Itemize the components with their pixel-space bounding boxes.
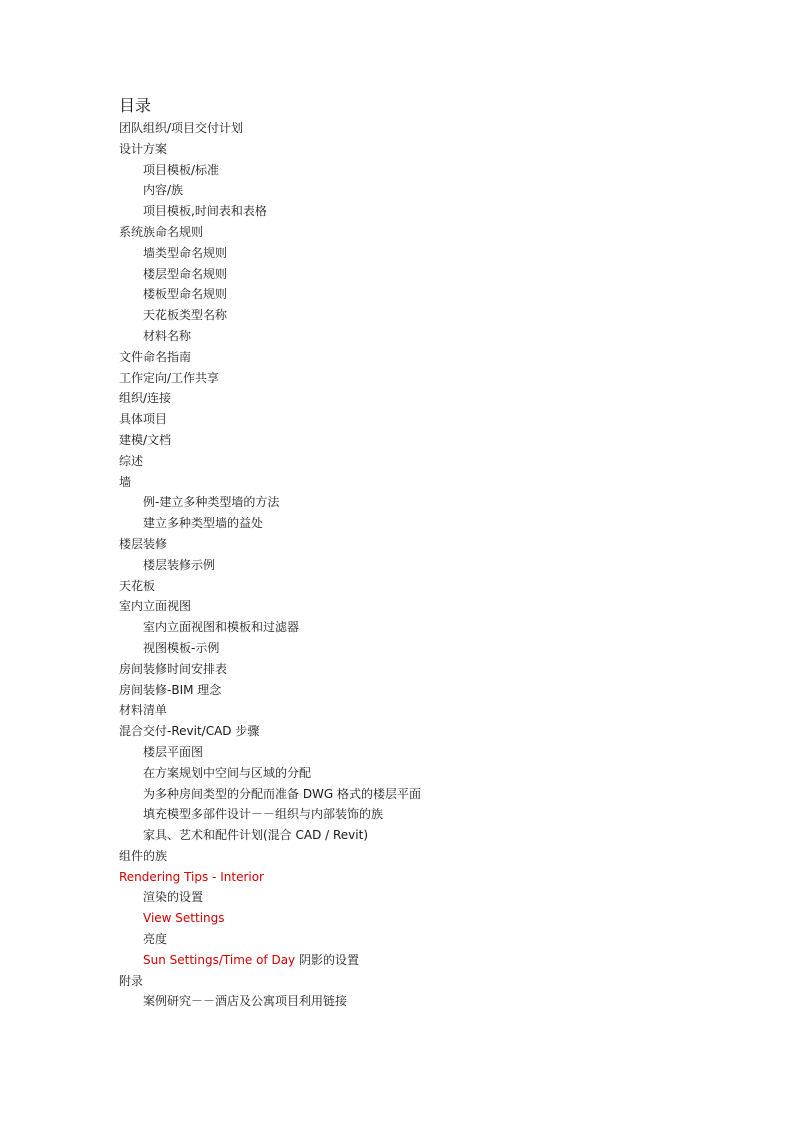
toc-entry (119, 971, 421, 992)
toc-entry (119, 451, 421, 472)
toc-entry-text: Rendering Tips - Interior (119, 869, 264, 884)
toc-entry-text: 设计方案 (119, 141, 168, 156)
toc-entry-text: 渲染的设置 (143, 890, 204, 905)
toc-entry-text: 亮度 (143, 932, 168, 947)
toc-subentry (119, 555, 421, 576)
toc-entry-text: View Settings (143, 911, 225, 926)
toc-entry-text: Sun Settings/Time of Day (143, 952, 296, 967)
toc-entry-text: 墙 (119, 474, 132, 489)
toc-entry (119, 368, 421, 389)
toc-subentry (119, 742, 421, 763)
toc-entry-text: 建立多种类型墙的益处 (143, 516, 264, 531)
toc-subentry (119, 763, 421, 784)
toc-subentry (119, 284, 421, 305)
toc-entry-text: 房间装修-BIM 理念 (119, 682, 222, 697)
toc-entry-text: 具体项目 (119, 412, 168, 427)
toc-subentry (119, 243, 421, 264)
toc-entry-text: 房间装修时间安排表 (119, 661, 228, 676)
toc-subentry (119, 305, 421, 326)
toc-entry (119, 867, 421, 888)
toc-subentry (119, 929, 421, 950)
toc-entry-text: 附录 (119, 973, 144, 988)
toc-entry-text: 室内立面视图 (119, 599, 192, 614)
toc-entry-suffix: 阴影的设置 (295, 952, 359, 967)
toc-entry (119, 430, 421, 451)
toc-subentry (119, 908, 421, 929)
toc-entry (119, 347, 421, 368)
toc-entry (119, 659, 421, 680)
toc-entry-text: 团队组织/项目交付计划 (119, 121, 244, 135)
toc-entry-text: 室内立面视图和模板和过滤器 (143, 620, 300, 635)
toc-entry-text: 例-建立多种类型墙的方法 (143, 495, 280, 510)
toc-entry-text: 楼层平面图 (143, 744, 204, 759)
toc-entry-text: 家具、艺术和配件计划(混合 CAD / Revit) (143, 828, 369, 843)
toc-entry-text: 案例研究－－酒店及公寓项目利用链接 (143, 994, 348, 1009)
toc-entry-text: 墙类型命名规则 (143, 245, 228, 260)
toc-entry-text: 天花板类型名称 (143, 308, 228, 323)
toc-subentry (119, 264, 421, 285)
toc-entry-text: 楼板型命名规则 (143, 287, 228, 302)
toc-entry-text: 填充模型多部件设计－－组织与内部装饰的族 (143, 807, 384, 822)
toc-entry (119, 534, 421, 555)
toc-subentry (119, 326, 421, 347)
toc-entry-text: 组织/连接 (119, 391, 172, 406)
toc-entry (119, 222, 421, 243)
toc-entry-text: 工作定向/工作共享 (119, 370, 220, 385)
toc-entry-text: 文件命名指南 (119, 349, 192, 364)
toc-title: 目录 (119, 96, 152, 115)
toc-subentry (119, 638, 421, 659)
toc-entry (119, 721, 421, 742)
toc-subentry (119, 180, 421, 201)
toc-entry (119, 472, 421, 493)
toc-subentry (119, 991, 421, 1012)
toc-entry-text: 项目模板,时间表和表格 (143, 204, 267, 219)
toc-entry-text: 天花板 (119, 578, 156, 593)
toc-subentry (119, 784, 421, 805)
toc-list (119, 118, 421, 1012)
toc-entry (119, 596, 421, 617)
toc-entry-text: 混合交付-Revit/CAD 步骤 (119, 724, 260, 739)
toc-entry (119, 680, 421, 701)
toc-entry (119, 846, 421, 867)
toc-entry (119, 139, 421, 160)
toc-subentry (119, 825, 421, 846)
toc-entry-text: 综述 (119, 453, 144, 468)
toc-entry-text: 内容/族 (143, 183, 184, 198)
toc-entry-text: 组件的族 (119, 848, 168, 863)
toc-subentry (119, 160, 421, 181)
toc-entry-text: 楼层装修 (119, 536, 168, 551)
toc-subentry (119, 887, 421, 908)
toc-entry-text: 楼层型命名规则 (143, 266, 228, 281)
toc-entry (119, 576, 421, 597)
toc-entry-text: 为多种房间类型的分配而准备 DWG 格式的楼层平面 (143, 786, 422, 801)
toc-entry-text: 材料名称 (143, 328, 192, 343)
toc-entry (119, 118, 421, 139)
toc-entry-text: 建模/文档 (119, 432, 172, 447)
toc-entry-text: 材料清单 (119, 703, 168, 718)
toc-entry-text: 在方案规划中空间与区域的分配 (143, 765, 312, 780)
toc-entry (119, 409, 421, 430)
toc-subentry (119, 950, 421, 971)
toc-entry (119, 700, 421, 721)
toc-subentry (119, 492, 421, 513)
toc-entry-text: 系统族命名规则 (119, 224, 204, 239)
toc-subentry (119, 617, 421, 638)
toc-subentry (119, 804, 421, 825)
toc-entry-text: 视图模板-示例 (143, 640, 220, 655)
toc-subentry (119, 513, 421, 534)
toc-entry (119, 388, 421, 409)
toc-subentry (119, 201, 421, 222)
toc-entry-text: 楼层装修示例 (143, 557, 216, 572)
toc-entry-text: 项目模板/标准 (143, 162, 220, 177)
